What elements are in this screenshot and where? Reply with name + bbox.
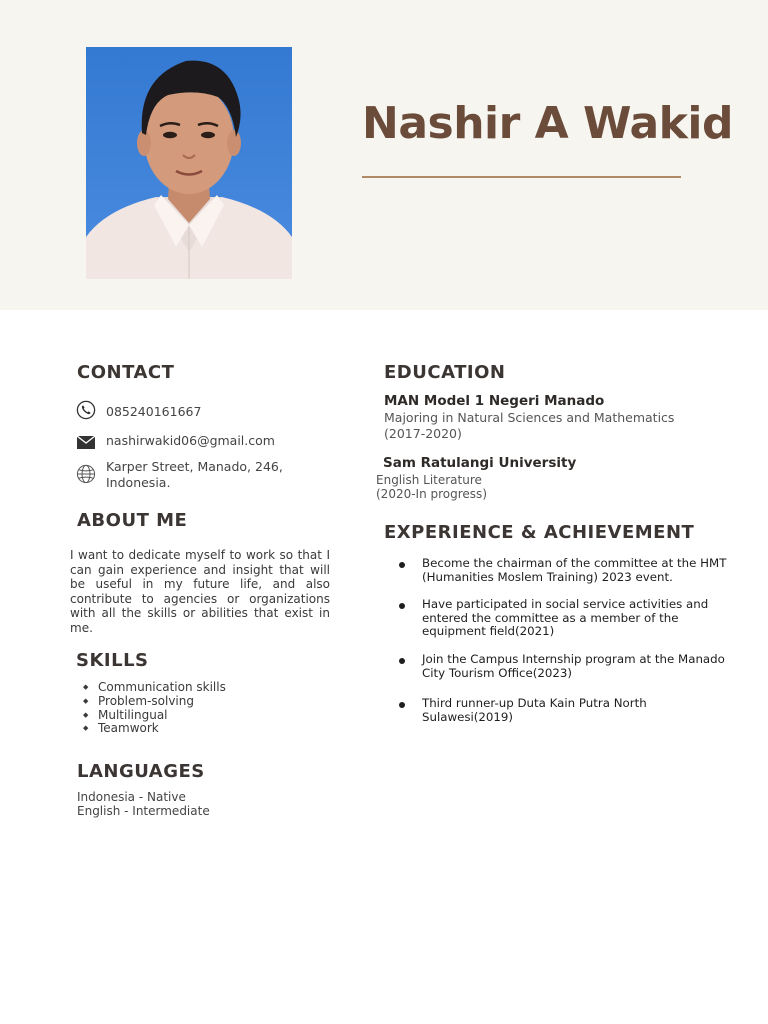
email-icon bbox=[76, 432, 96, 452]
address-line: Karper Street, Manado, 246, bbox=[106, 459, 283, 474]
list-item: ◆ Communication skills bbox=[98, 681, 226, 695]
name-divider bbox=[362, 176, 681, 178]
globe-icon bbox=[76, 464, 96, 484]
experience-item: Have participated in social service activities and entered the committee as a member of the equipment field(2021) bbox=[422, 597, 709, 639]
experience-item: Become the chairman of the committee at the HMT (Humanities Moslem Training) 2023 event. bbox=[422, 556, 727, 584]
education-details bbox=[384, 410, 674, 442]
phone-icon bbox=[76, 400, 96, 420]
education-school: MAN Model 1 Negeri Manado bbox=[384, 393, 605, 409]
about-heading: ABOUT ME bbox=[77, 510, 188, 531]
list-item: ◆ Problem-solving bbox=[98, 695, 226, 709]
list-item: English - Intermediate bbox=[77, 803, 210, 818]
languages-list bbox=[77, 791, 210, 819]
experience-item: Join the Campus Internship program at the Manado City Tourism Office(2023) bbox=[422, 652, 725, 680]
languages-heading: LANGUAGES bbox=[77, 761, 205, 782]
education-school: Sam Ratulangi University bbox=[383, 455, 577, 471]
profile-photo bbox=[86, 47, 292, 279]
contact-email: nashirwakid06@gmail.com bbox=[106, 433, 275, 448]
education-heading: EDUCATION bbox=[384, 362, 506, 383]
bullet-dot bbox=[399, 658, 405, 664]
skills-heading: SKILLS bbox=[76, 650, 149, 671]
contact-phone: 085240161667 bbox=[106, 404, 202, 419]
education-line: (2020-In progress) bbox=[376, 487, 487, 501]
experience-item: Third runner-up Duta Kain Putra North Sulawesi(2019) bbox=[422, 696, 647, 724]
skills-list bbox=[80, 681, 226, 736]
list-item: ◆ Multilingual bbox=[98, 709, 226, 723]
bullet-dot bbox=[399, 702, 405, 708]
address-line: Indonesia. bbox=[106, 475, 171, 490]
candidate-name: Nashir A Wakid bbox=[362, 98, 733, 149]
list-item: Indonesia - Native bbox=[77, 790, 186, 804]
education-line: English Literature bbox=[376, 473, 482, 487]
contact-address bbox=[106, 459, 283, 491]
bullet-dot bbox=[399, 603, 405, 609]
contact-heading: CONTACT bbox=[77, 362, 175, 383]
education-line: (2017-2020) bbox=[384, 426, 462, 441]
about-text: I want to dedicate myself to work so that I can gain experience and insight that will be useful in my future life, and also contribute to agencies or organizations with all the skills or abilities that exist in me. bbox=[70, 548, 330, 635]
list-item: ◆ Teamwork bbox=[98, 722, 226, 736]
bullet-dot bbox=[399, 562, 405, 568]
education-details bbox=[376, 473, 487, 501]
education-line: Majoring in Natural Sciences and Mathematics bbox=[384, 410, 675, 425]
experience-heading: EXPERIENCE & ACHIEVEMENT bbox=[384, 522, 695, 543]
